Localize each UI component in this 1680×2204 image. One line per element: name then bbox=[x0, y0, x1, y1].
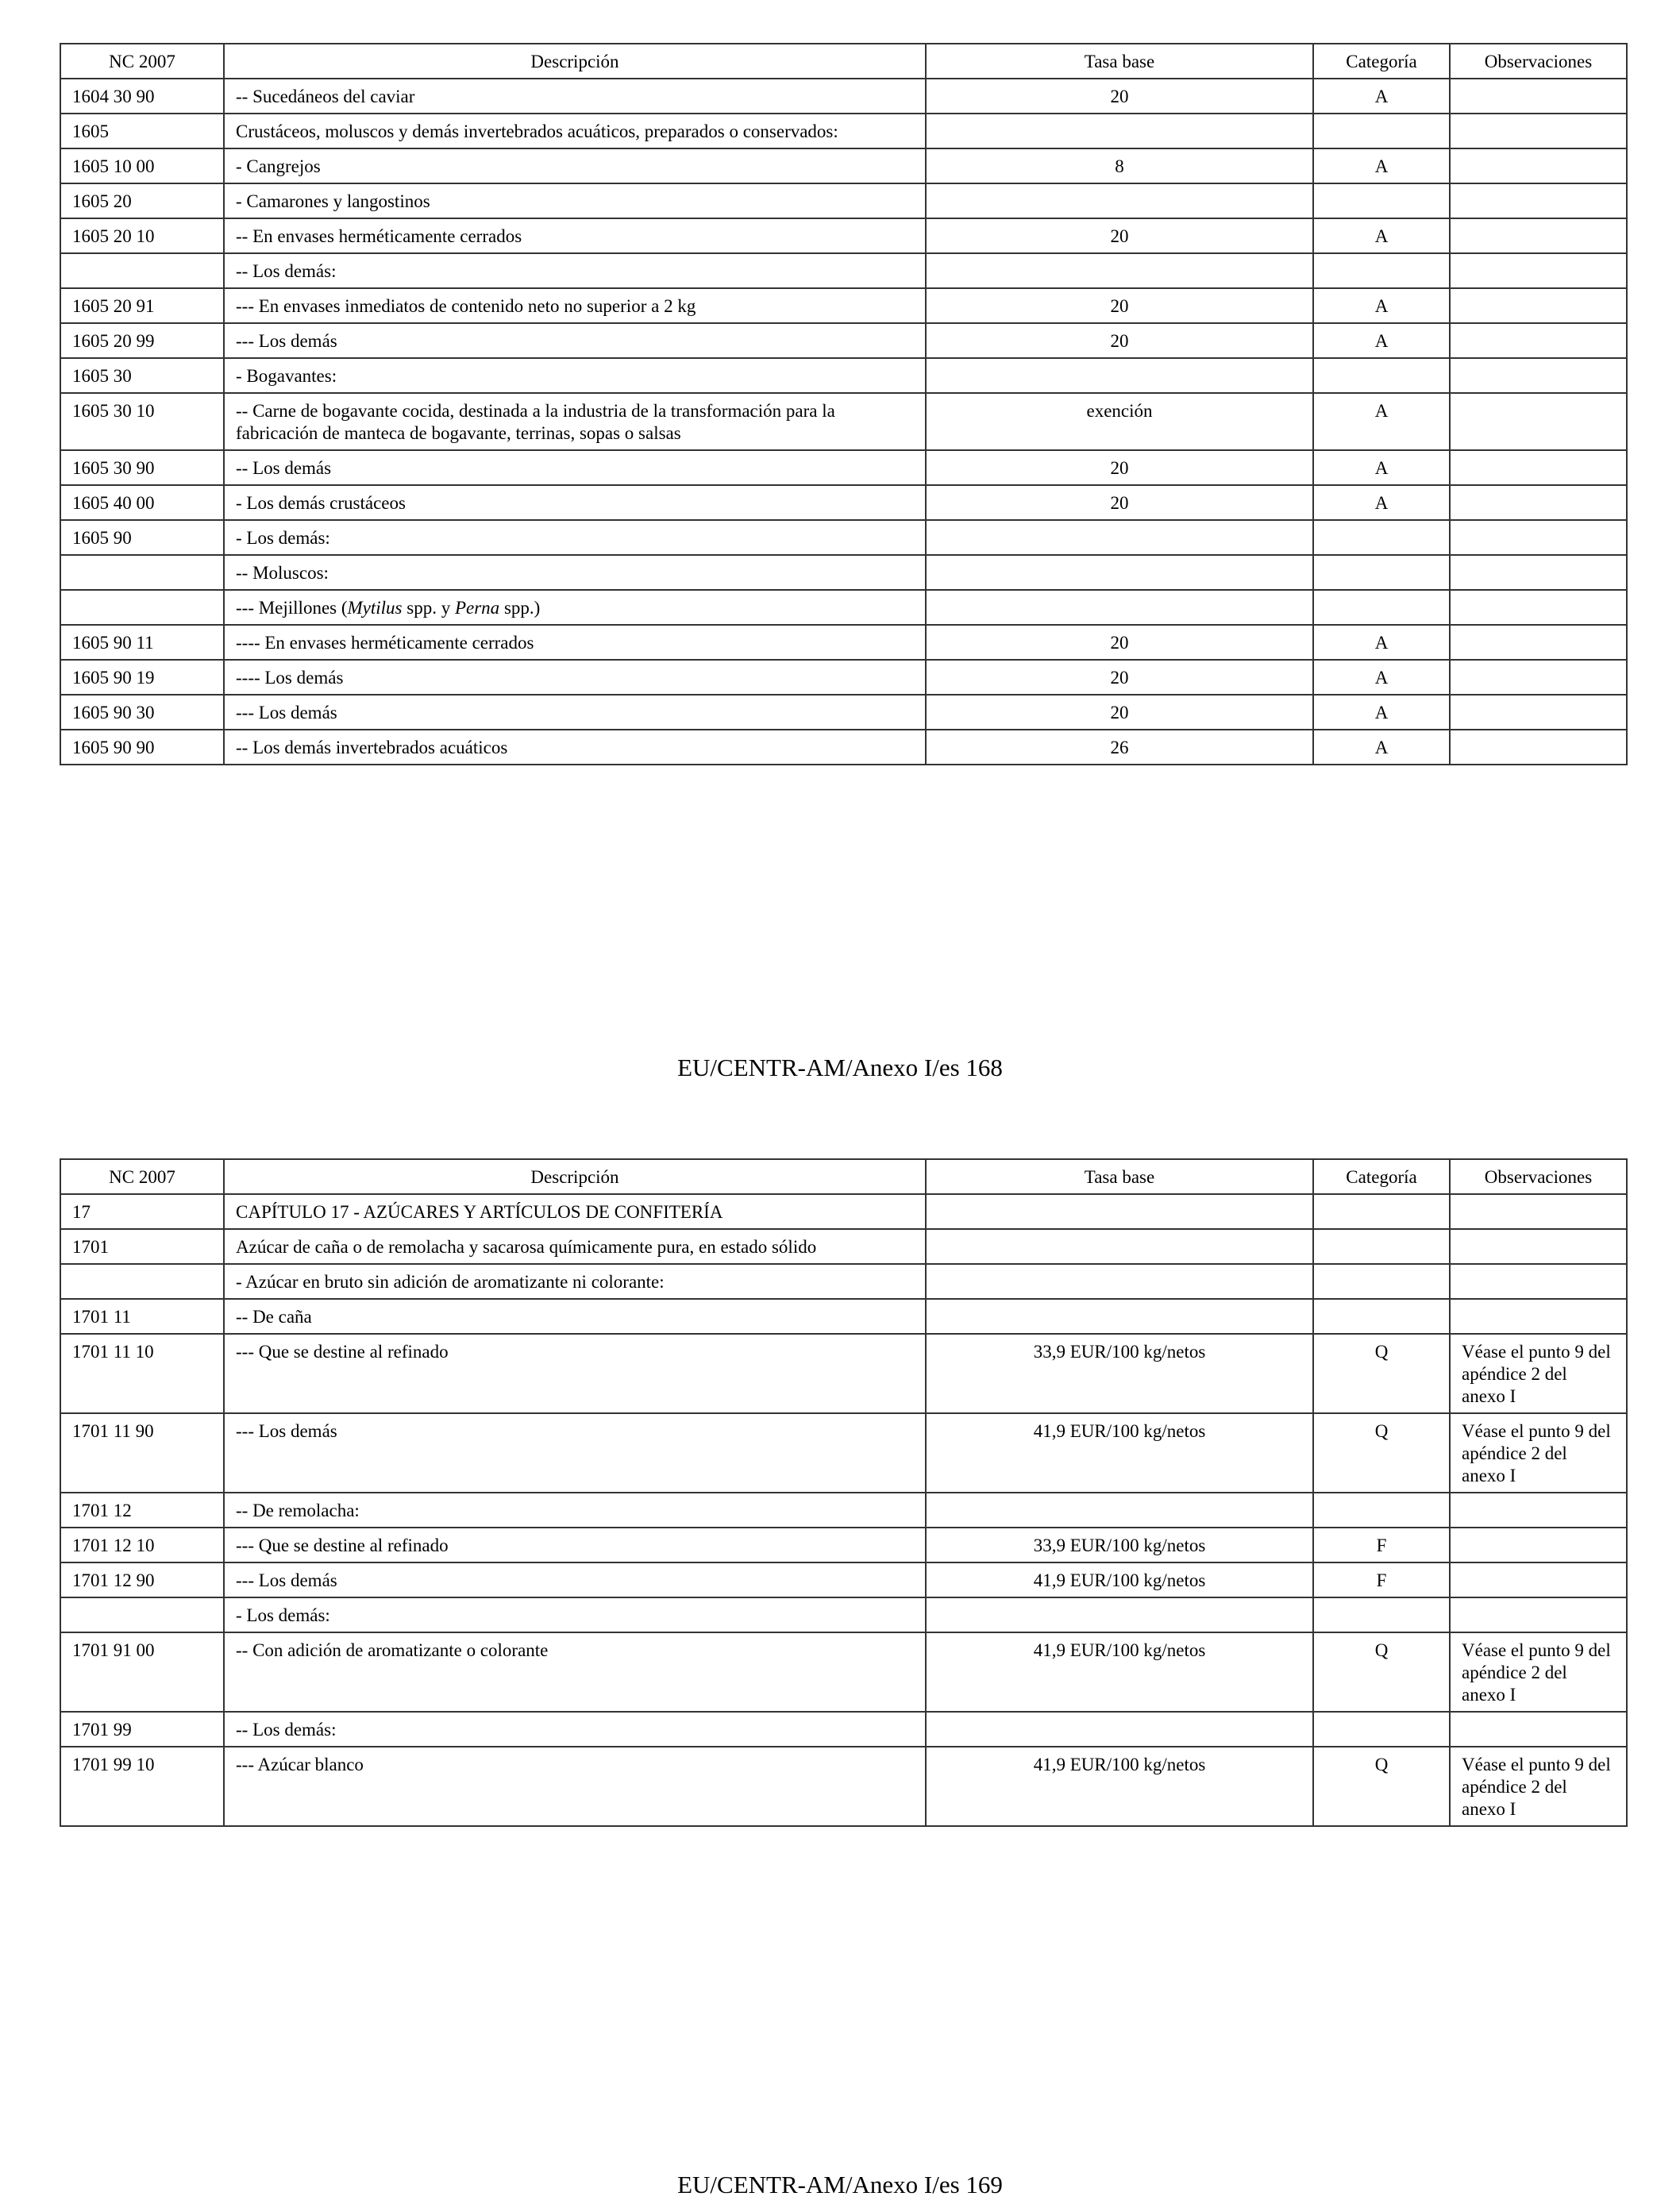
table-header bbox=[60, 1159, 1627, 1194]
table-row bbox=[60, 1413, 1627, 1493]
observations-cell bbox=[1450, 114, 1627, 148]
description-cell: -- De caña bbox=[224, 1299, 926, 1334]
nc-code-cell: 1604 30 90 bbox=[60, 79, 224, 114]
nc-code-cell: 1701 11 10 bbox=[60, 1334, 224, 1413]
nc-code-cell: 17 bbox=[60, 1194, 224, 1229]
nc-code-cell: 1605 90 11 bbox=[60, 625, 224, 660]
description-text: spp. y bbox=[402, 598, 455, 618]
base-rate-cell bbox=[926, 253, 1313, 288]
header-base-rate: Tasa base bbox=[926, 44, 1313, 79]
page-footer: EU/CENTR-AM/Anexo I/es 169 bbox=[677, 2171, 1003, 2198]
nc-code-cell: 1605 20 91 bbox=[60, 288, 224, 323]
base-rate-cell: 20 bbox=[926, 695, 1313, 730]
table-row bbox=[60, 555, 1627, 590]
category-cell: A bbox=[1313, 148, 1450, 183]
header-row bbox=[60, 1159, 1627, 1194]
observations-cell bbox=[1450, 323, 1627, 358]
category-cell: A bbox=[1313, 485, 1450, 520]
description-cell: - Los demás: bbox=[224, 520, 926, 555]
description-cell: -- Los demás: bbox=[224, 253, 926, 288]
description-cell: --- Que se destine al refinado bbox=[224, 1334, 926, 1413]
observations-cell bbox=[1450, 1528, 1627, 1562]
nc-code-cell bbox=[60, 590, 224, 625]
category-cell: A bbox=[1313, 218, 1450, 253]
italic-taxon: Perna bbox=[454, 598, 500, 618]
nc-code-cell: 1701 bbox=[60, 1229, 224, 1264]
table-row bbox=[60, 1528, 1627, 1562]
base-rate-cell bbox=[926, 1299, 1313, 1334]
category-cell: A bbox=[1313, 450, 1450, 485]
nc-code-cell bbox=[60, 253, 224, 288]
observations-cell bbox=[1450, 590, 1627, 625]
nc-code-cell: 1701 11 90 bbox=[60, 1413, 224, 1493]
nc-code-cell: 1605 40 00 bbox=[60, 485, 224, 520]
description-cell: -- En envases herméticamente cerrados bbox=[224, 218, 926, 253]
description-cell: -- Moluscos: bbox=[224, 555, 926, 590]
base-rate-cell bbox=[926, 1493, 1313, 1528]
category-cell bbox=[1313, 1597, 1450, 1632]
observations-cell: Véase el punto 9 del apéndice 2 del anexo I bbox=[1450, 1413, 1627, 1493]
table-body bbox=[60, 79, 1627, 765]
base-rate-cell bbox=[926, 1597, 1313, 1632]
description-cell: ---- En envases herméticamente cerrados bbox=[224, 625, 926, 660]
nc-code-cell: 1605 90 30 bbox=[60, 695, 224, 730]
category-cell bbox=[1313, 1493, 1450, 1528]
table-body bbox=[60, 1194, 1627, 1826]
nc-code-cell: 1701 12 10 bbox=[60, 1528, 224, 1562]
table-row bbox=[60, 1334, 1627, 1413]
base-rate-cell: 20 bbox=[926, 323, 1313, 358]
table-row bbox=[60, 1229, 1627, 1264]
table-row bbox=[60, 148, 1627, 183]
nc-code-cell: 1701 91 00 bbox=[60, 1632, 224, 1712]
category-cell: Q bbox=[1313, 1413, 1450, 1493]
base-rate-cell: 20 bbox=[926, 485, 1313, 520]
table-row bbox=[60, 1597, 1627, 1632]
table-row bbox=[60, 730, 1627, 765]
table-row bbox=[60, 1747, 1627, 1826]
base-rate-cell: 8 bbox=[926, 148, 1313, 183]
nc-code-cell: 1605 20 10 bbox=[60, 218, 224, 253]
category-cell: A bbox=[1313, 323, 1450, 358]
base-rate-cell: 20 bbox=[926, 660, 1313, 695]
observations-cell bbox=[1450, 1229, 1627, 1264]
observations-cell bbox=[1450, 1264, 1627, 1299]
header-nc: NC 2007 bbox=[60, 44, 224, 79]
description-cell: -- Con adición de aromatizante o colorante bbox=[224, 1632, 926, 1712]
category-cell bbox=[1313, 183, 1450, 218]
table-row bbox=[60, 79, 1627, 114]
observations-cell bbox=[1450, 358, 1627, 393]
table-row bbox=[60, 1562, 1627, 1597]
nc-code-cell bbox=[60, 1264, 224, 1299]
observations-cell bbox=[1450, 450, 1627, 485]
base-rate-cell: 41,9 EUR/100 kg/netos bbox=[926, 1413, 1313, 1493]
base-rate-cell: 20 bbox=[926, 79, 1313, 114]
description-cell: -- Los demás invertebrados acuáticos bbox=[224, 730, 926, 765]
header-description: Descripción bbox=[224, 44, 926, 79]
table-row bbox=[60, 323, 1627, 358]
table-row bbox=[60, 590, 1627, 625]
description-cell: --- Azúcar blanco bbox=[224, 1747, 926, 1826]
table-row bbox=[60, 485, 1627, 520]
table-row bbox=[60, 253, 1627, 288]
observations-cell bbox=[1450, 625, 1627, 660]
header-row bbox=[60, 44, 1627, 79]
table-row bbox=[60, 393, 1627, 450]
base-rate-cell bbox=[926, 183, 1313, 218]
nc-code-cell: 1605 90 19 bbox=[60, 660, 224, 695]
category-cell: F bbox=[1313, 1562, 1450, 1597]
table-row bbox=[60, 1264, 1627, 1299]
header-category: Categoría bbox=[1313, 1159, 1450, 1194]
category-cell bbox=[1313, 1299, 1450, 1334]
base-rate-cell: 20 bbox=[926, 625, 1313, 660]
base-rate-cell: 33,9 EUR/100 kg/netos bbox=[926, 1334, 1313, 1413]
description-cell: --- Que se destine al refinado bbox=[224, 1528, 926, 1562]
category-cell bbox=[1313, 520, 1450, 555]
category-cell: A bbox=[1313, 730, 1450, 765]
observations-cell bbox=[1450, 393, 1627, 450]
description-cell bbox=[224, 590, 926, 625]
table-row bbox=[60, 218, 1627, 253]
header-observations: Observaciones bbox=[1450, 44, 1627, 79]
nc-code-cell: 1605 bbox=[60, 114, 224, 148]
category-cell bbox=[1313, 1229, 1450, 1264]
nc-code-cell: 1605 30 bbox=[60, 358, 224, 393]
header-description: Descripción bbox=[224, 1159, 926, 1194]
description-cell: Crustáceos, moluscos y demás invertebrados acuáticos, preparados o conservados: bbox=[224, 114, 926, 148]
base-rate-cell bbox=[926, 114, 1313, 148]
description-cell: -- Carne de bogavante cocida, destinada a la industria de la transformación para la fabricación de manteca de bogavante, terrinas, sopas o salsas bbox=[224, 393, 926, 450]
observations-cell bbox=[1450, 730, 1627, 765]
description-cell: - Los demás crustáceos bbox=[224, 485, 926, 520]
observations-cell bbox=[1450, 520, 1627, 555]
category-cell: Q bbox=[1313, 1334, 1450, 1413]
base-rate-cell: 26 bbox=[926, 730, 1313, 765]
header-category: Categoría bbox=[1313, 44, 1450, 79]
nc-code-cell: 1605 90 90 bbox=[60, 730, 224, 765]
description-cell: --- Los demás bbox=[224, 323, 926, 358]
observations-cell bbox=[1450, 79, 1627, 114]
description-cell: Azúcar de caña o de remolacha y sacarosa químicamente pura, en estado sólido bbox=[224, 1229, 926, 1264]
base-rate-cell: 20 bbox=[926, 218, 1313, 253]
base-rate-cell bbox=[926, 1194, 1313, 1229]
base-rate-cell bbox=[926, 1229, 1313, 1264]
description-cell: --- Los demás bbox=[224, 1413, 926, 1493]
table-row bbox=[60, 1194, 1627, 1229]
table-row bbox=[60, 695, 1627, 730]
nc-code-cell: 1605 20 99 bbox=[60, 323, 224, 358]
observations-cell bbox=[1450, 1562, 1627, 1597]
observations-cell bbox=[1450, 1299, 1627, 1334]
tariff-table-page-169 bbox=[60, 1158, 1628, 1827]
category-cell bbox=[1313, 114, 1450, 148]
table-row bbox=[60, 114, 1627, 148]
table-row bbox=[60, 1493, 1627, 1528]
observations-cell bbox=[1450, 148, 1627, 183]
table-row bbox=[60, 1632, 1627, 1712]
category-cell bbox=[1313, 590, 1450, 625]
nc-code-cell: 1701 12 90 bbox=[60, 1562, 224, 1597]
description-cell: - Camarones y langostinos bbox=[224, 183, 926, 218]
base-rate-cell bbox=[926, 555, 1313, 590]
category-cell bbox=[1313, 358, 1450, 393]
observations-cell: Véase el punto 9 del apéndice 2 del anexo I bbox=[1450, 1747, 1627, 1826]
category-cell bbox=[1313, 555, 1450, 590]
header-nc: NC 2007 bbox=[60, 1159, 224, 1194]
observations-cell bbox=[1450, 485, 1627, 520]
description-cell: CAPÍTULO 17 - AZÚCARES Y ARTÍCULOS DE CONFITERÍA bbox=[224, 1194, 926, 1229]
observations-cell bbox=[1450, 555, 1627, 590]
base-rate-cell: 41,9 EUR/100 kg/netos bbox=[926, 1632, 1313, 1712]
category-cell: A bbox=[1313, 288, 1450, 323]
base-rate-cell: 33,9 EUR/100 kg/netos bbox=[926, 1528, 1313, 1562]
observations-cell bbox=[1450, 288, 1627, 323]
base-rate-cell bbox=[926, 1264, 1313, 1299]
base-rate-cell: 41,9 EUR/100 kg/netos bbox=[926, 1747, 1313, 1826]
base-rate-cell: 20 bbox=[926, 288, 1313, 323]
description-cell: -- Los demás bbox=[224, 450, 926, 485]
description-cell: - Azúcar en bruto sin adición de aromatizante ni colorante: bbox=[224, 1264, 926, 1299]
description-cell: - Cangrejos bbox=[224, 148, 926, 183]
base-rate-cell bbox=[926, 590, 1313, 625]
description-text: spp.) bbox=[499, 598, 541, 618]
tariff-table-page-168 bbox=[60, 43, 1628, 765]
base-rate-cell: 20 bbox=[926, 450, 1313, 485]
observations-cell bbox=[1450, 1194, 1627, 1229]
observations-cell bbox=[1450, 183, 1627, 218]
description-cell: -- De remolacha: bbox=[224, 1493, 926, 1528]
nc-code-cell: 1605 30 90 bbox=[60, 450, 224, 485]
italic-taxon: Mytilus bbox=[347, 598, 403, 618]
nc-code-cell: 1605 90 bbox=[60, 520, 224, 555]
base-rate-cell bbox=[926, 520, 1313, 555]
description-text: --- Mejillones ( bbox=[236, 598, 348, 618]
observations-cell bbox=[1450, 1597, 1627, 1632]
nc-code-cell: 1605 30 10 bbox=[60, 393, 224, 450]
page-footer: EU/CENTR-AM/Anexo I/es 168 bbox=[677, 1054, 1003, 1081]
category-cell bbox=[1313, 1194, 1450, 1229]
category-cell: F bbox=[1313, 1528, 1450, 1562]
nc-code-cell: 1701 99 10 bbox=[60, 1747, 224, 1826]
description-cell: ---- Los demás bbox=[224, 660, 926, 695]
table-row bbox=[60, 520, 1627, 555]
nc-code-cell: 1701 12 bbox=[60, 1493, 224, 1528]
nc-code-cell: 1701 99 bbox=[60, 1712, 224, 1747]
observations-cell bbox=[1450, 695, 1627, 730]
observations-cell bbox=[1450, 253, 1627, 288]
category-cell bbox=[1313, 1712, 1450, 1747]
base-rate-cell: 41,9 EUR/100 kg/netos bbox=[926, 1562, 1313, 1597]
base-rate-cell: exención bbox=[926, 393, 1313, 450]
observations-cell: Véase el punto 9 del apéndice 2 del anexo I bbox=[1450, 1334, 1627, 1413]
observations-cell bbox=[1450, 218, 1627, 253]
table-row bbox=[60, 1712, 1627, 1747]
category-cell: A bbox=[1313, 625, 1450, 660]
category-cell: Q bbox=[1313, 1747, 1450, 1826]
nc-code-cell bbox=[60, 1597, 224, 1632]
observations-cell bbox=[1450, 660, 1627, 695]
table-row bbox=[60, 1299, 1627, 1334]
header-observations: Observaciones bbox=[1450, 1159, 1627, 1194]
category-cell: A bbox=[1313, 660, 1450, 695]
table-row bbox=[60, 450, 1627, 485]
nc-code-cell: 1605 20 bbox=[60, 183, 224, 218]
category-cell: Q bbox=[1313, 1632, 1450, 1712]
category-cell bbox=[1313, 253, 1450, 288]
description-cell: -- Los demás: bbox=[224, 1712, 926, 1747]
observations-cell bbox=[1450, 1712, 1627, 1747]
table-row bbox=[60, 183, 1627, 218]
base-rate-cell bbox=[926, 1712, 1313, 1747]
description-cell: --- En envases inmediatos de contenido neto no superior a 2 kg bbox=[224, 288, 926, 323]
nc-code-cell: 1701 11 bbox=[60, 1299, 224, 1334]
category-cell: A bbox=[1313, 79, 1450, 114]
table-row bbox=[60, 288, 1627, 323]
observations-cell bbox=[1450, 1493, 1627, 1528]
category-cell: A bbox=[1313, 695, 1450, 730]
description-cell: - Los demás: bbox=[224, 1597, 926, 1632]
table-row bbox=[60, 625, 1627, 660]
nc-code-cell bbox=[60, 555, 224, 590]
table-header bbox=[60, 44, 1627, 79]
category-cell bbox=[1313, 1264, 1450, 1299]
description-cell: -- Sucedáneos del caviar bbox=[224, 79, 926, 114]
nc-code-cell: 1605 10 00 bbox=[60, 148, 224, 183]
table-row bbox=[60, 358, 1627, 393]
base-rate-cell bbox=[926, 358, 1313, 393]
description-cell: --- Los demás bbox=[224, 695, 926, 730]
description-cell: - Bogavantes: bbox=[224, 358, 926, 393]
description-cell: --- Los demás bbox=[224, 1562, 926, 1597]
header-base-rate: Tasa base bbox=[926, 1159, 1313, 1194]
table-row bbox=[60, 660, 1627, 695]
observations-cell: Véase el punto 9 del apéndice 2 del anexo I bbox=[1450, 1632, 1627, 1712]
category-cell: A bbox=[1313, 393, 1450, 450]
